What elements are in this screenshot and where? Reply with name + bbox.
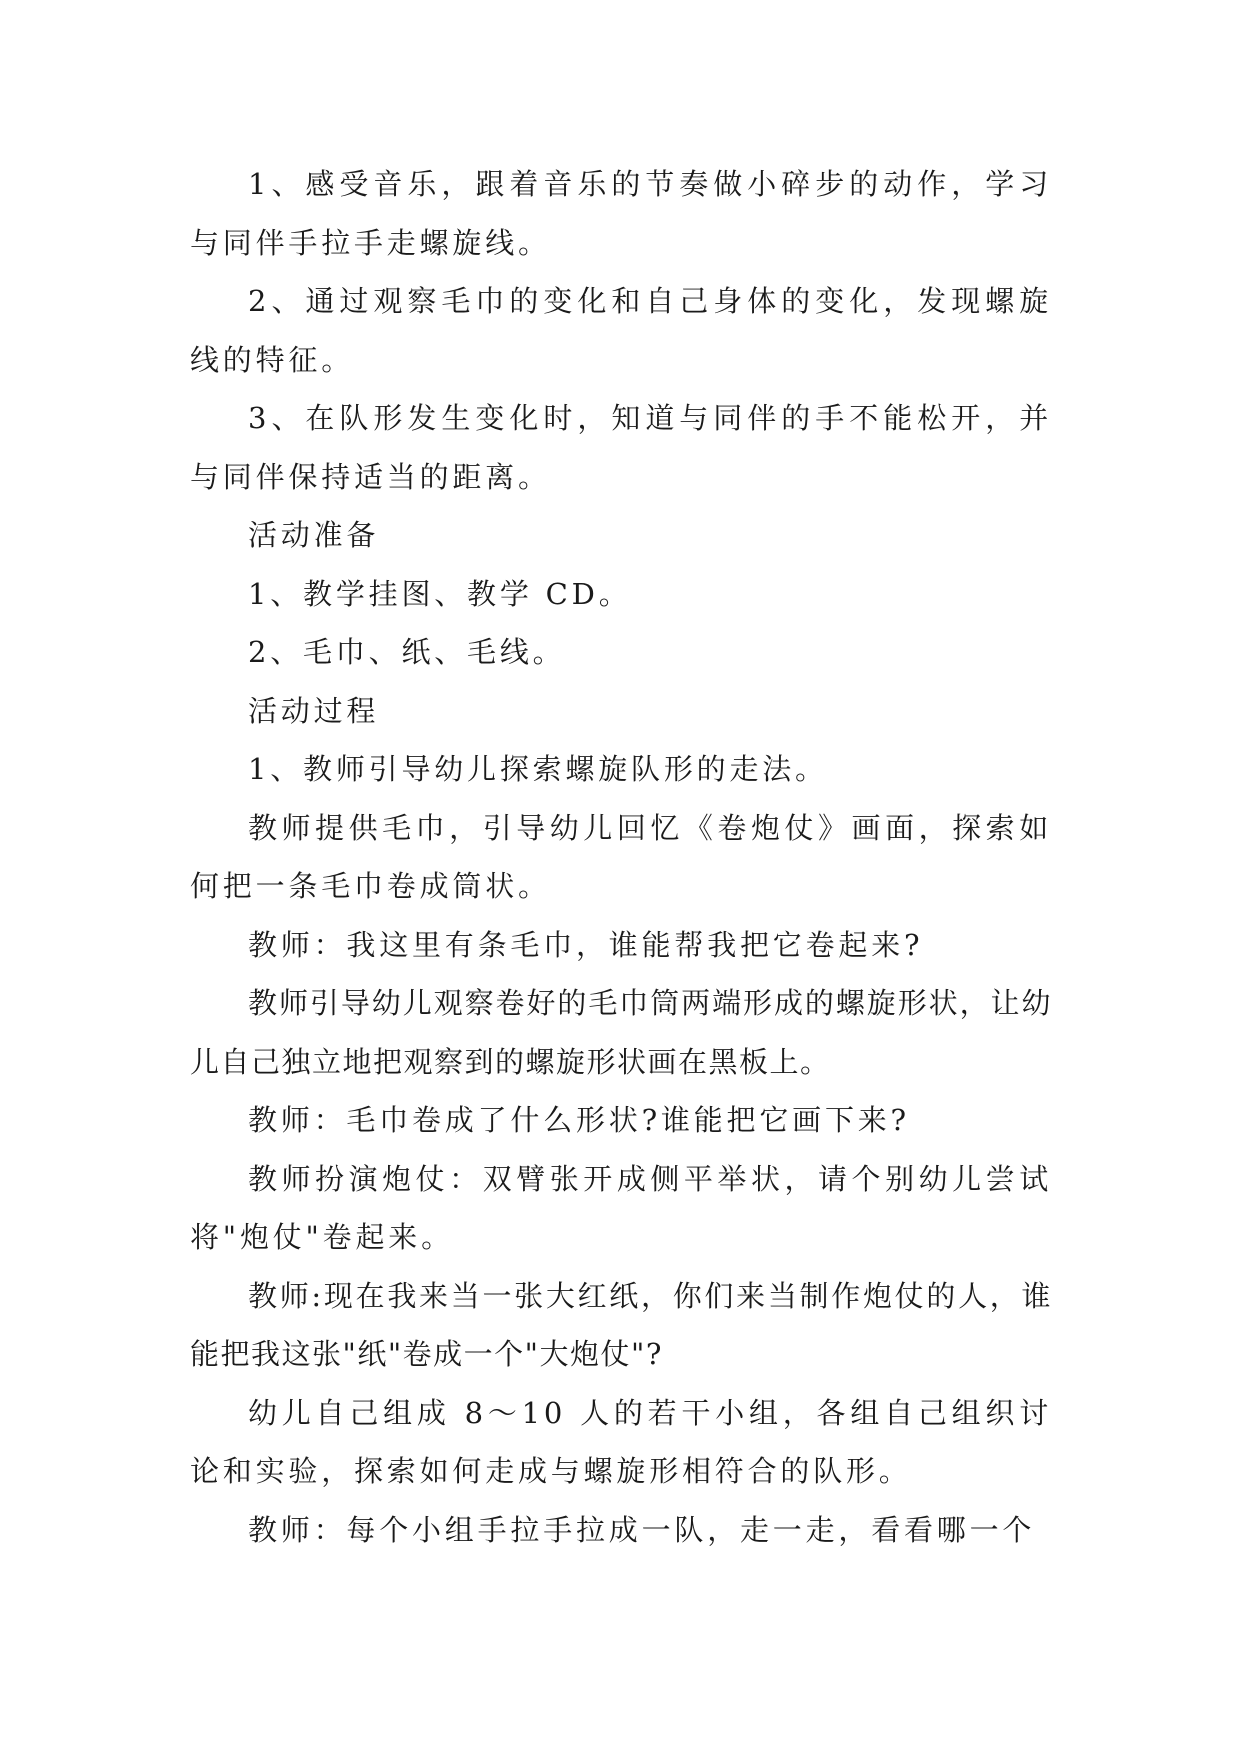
section-heading-preparation: 活动准备	[248, 518, 380, 552]
objective-2: 2、通过观察毛巾的变化和自己身体的变化，发现螺旋线的特征。	[190, 284, 1052, 377]
teacher-dialogue: 教师：每个小组手拉手拉成一队，走一走，看看哪一个	[248, 1512, 1036, 1547]
teacher-dialogue: 教师:现在我来当一张大红纸，你们来当制作炮仗的人，谁能把我这张"纸"卷成一个"大炮仗"?	[190, 1278, 1052, 1371]
objective-1: 1、感受音乐，跟着音乐的节奏做小碎步的动作，学习与同伴手拉手走螺旋线。	[190, 167, 1052, 260]
teacher-dialogue: 教师：我这里有条毛巾，谁能帮我把它卷起来?	[248, 927, 924, 962]
teacher-dialogue: 教师：毛巾卷成了什么形状?谁能把它画下来?	[248, 1103, 910, 1137]
process-paragraph: 教师提供毛巾，引导幼儿回忆《卷炮仗》画面，探索如何把一条毛巾卷成筒状。	[190, 810, 1052, 903]
process-paragraph: 教师扮演炮仗：双臂张开成侧平举状，请个别幼儿尝试将"炮仗"卷起来。	[190, 1161, 1052, 1254]
process-paragraph: 教师引导幼儿观察卷好的毛巾筒两端形成的螺旋形状，让幼儿自己独立地把观察到的螺旋形状画在黑板上。	[190, 986, 1052, 1079]
process-paragraph: 幼儿自己组成 8～10 人的若干小组，各组自己组织讨论和实验，探索如何走成与螺旋形相符合的队形。	[190, 1395, 1052, 1488]
document-page	[190, 155, 1052, 1559]
objective-3: 3、在队形发生变化时，知道与同伴的手不能松开，并与同伴保持适当的距离。	[190, 401, 1052, 494]
section-heading-process: 活动过程	[248, 693, 380, 728]
process-step-1: 1、教师引导幼儿探索螺旋队形的走法。	[248, 752, 828, 786]
preparation-item-2: 2、毛巾、纸、毛线。	[248, 635, 566, 669]
preparation-item-1: 1、教学挂图、教学 CD。	[248, 576, 632, 611]
